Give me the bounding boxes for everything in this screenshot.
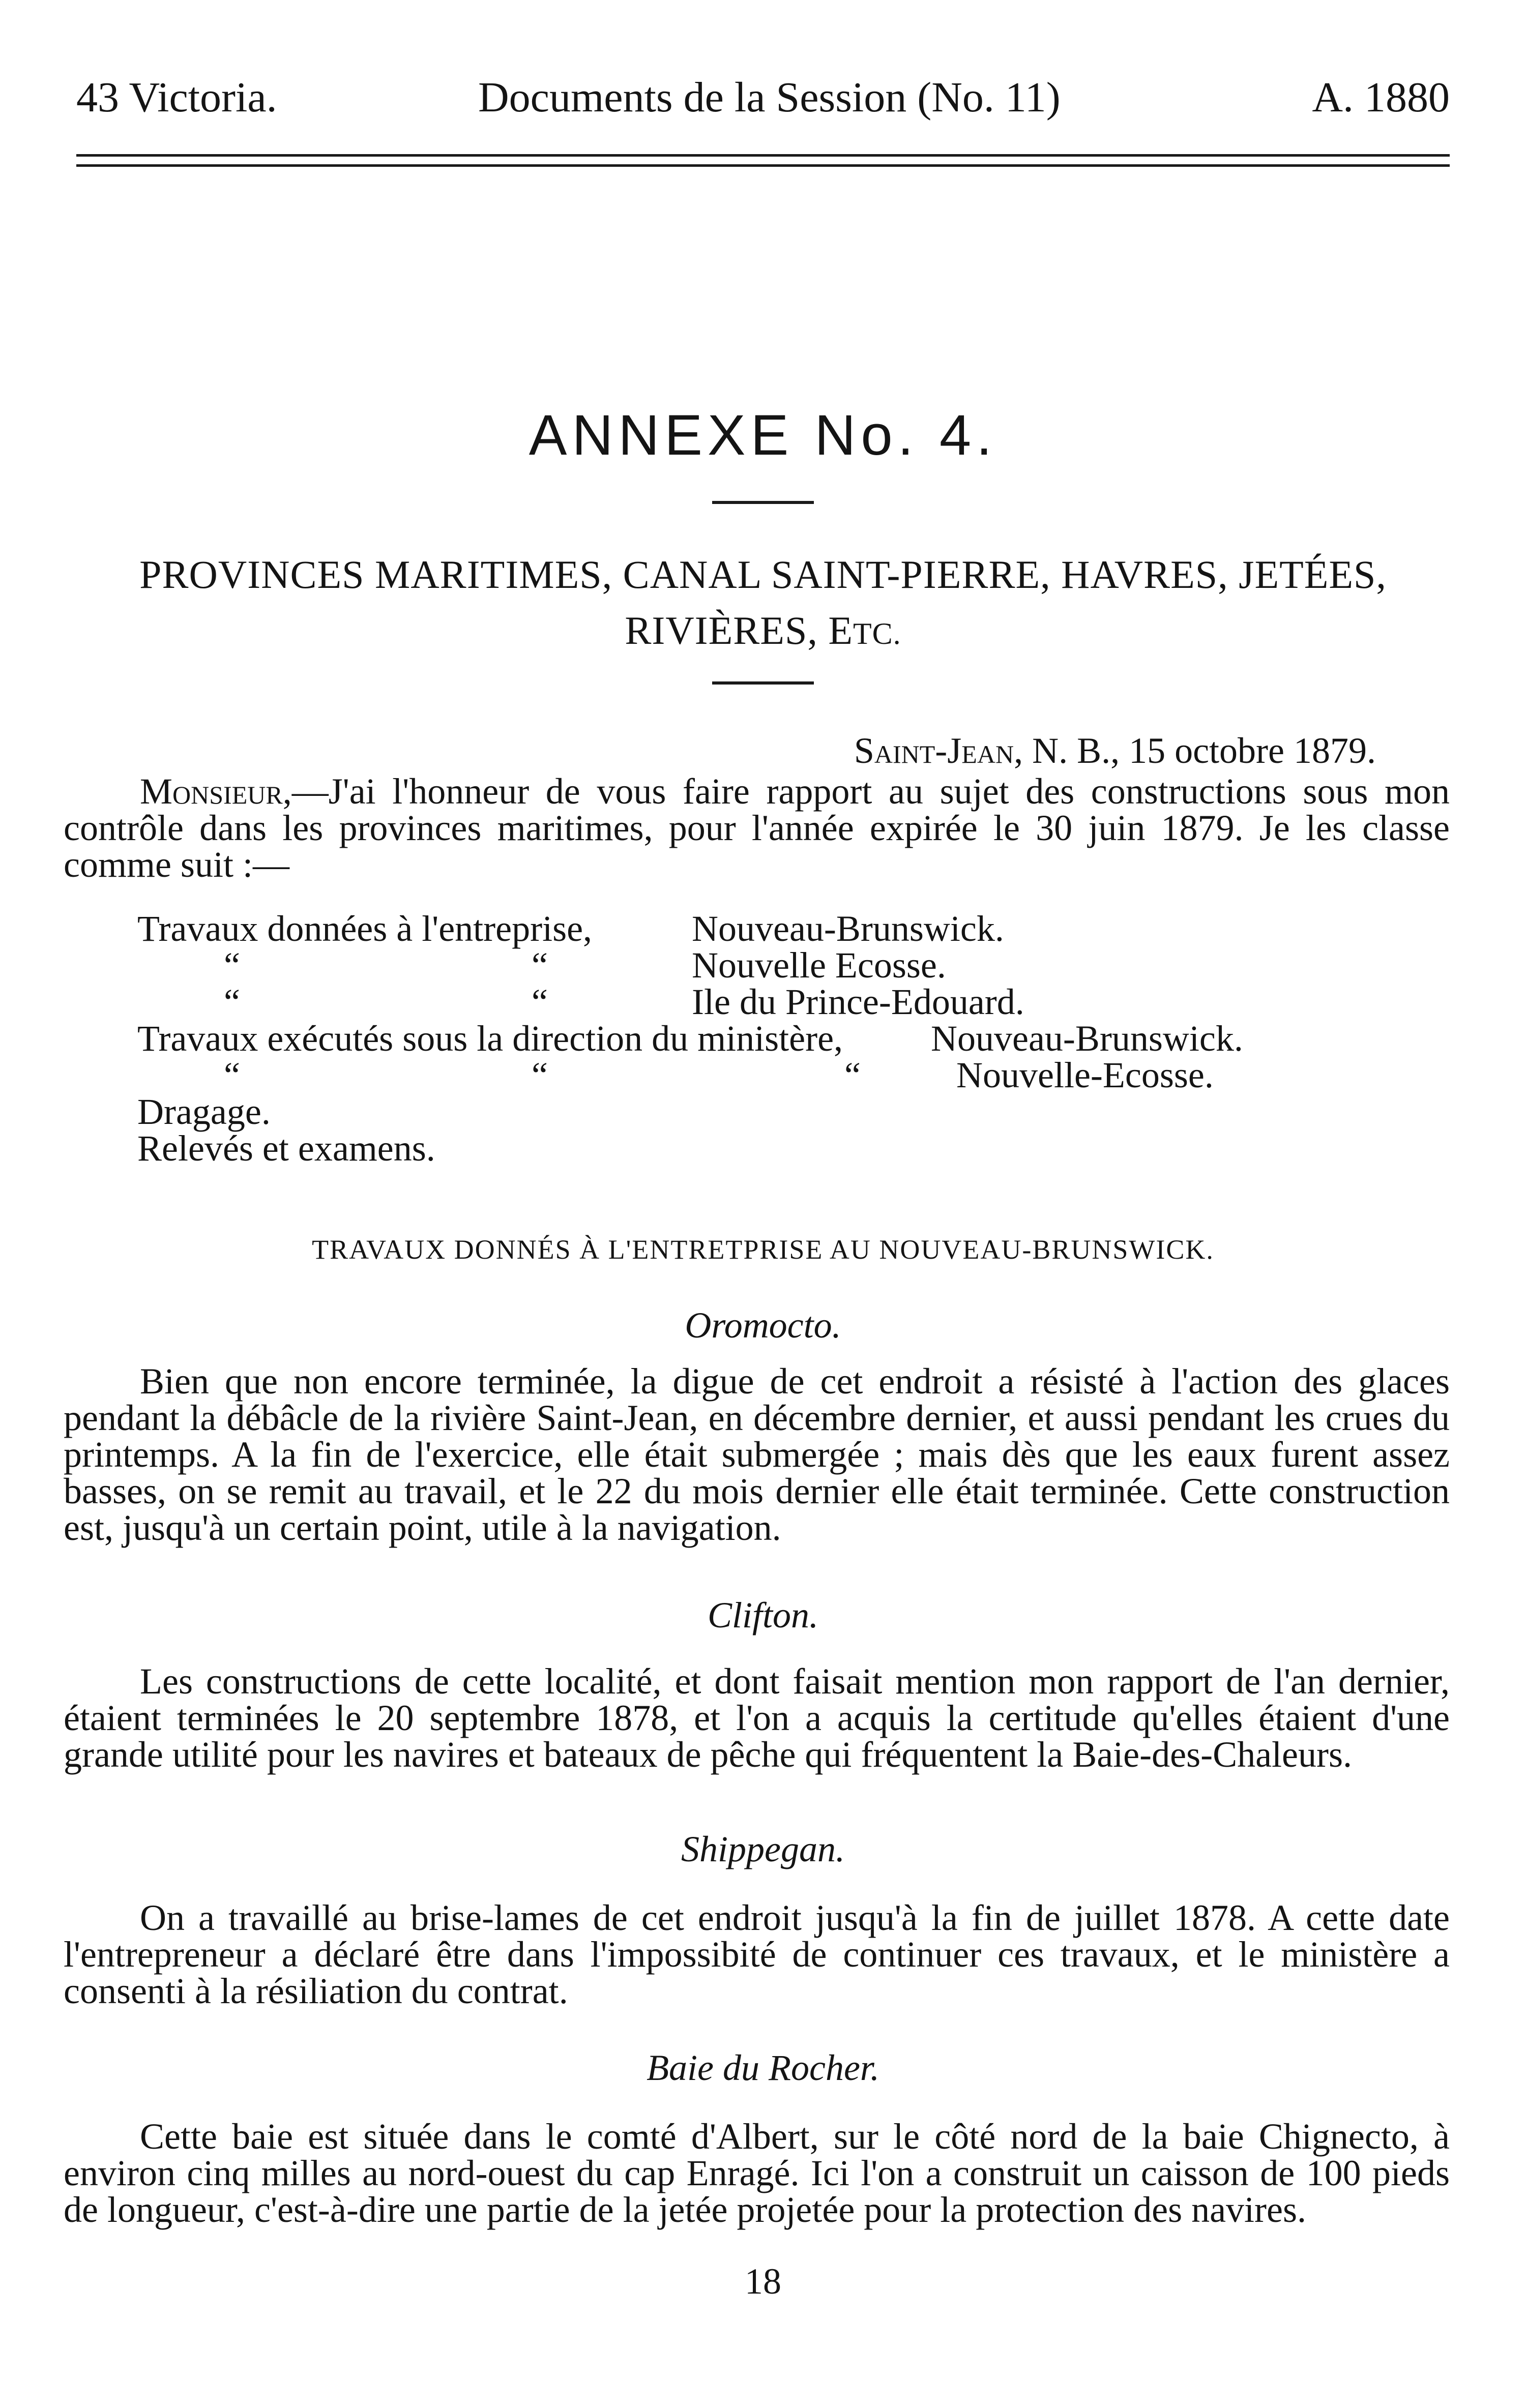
list-item-label: Dragage. (137, 1091, 271, 1132)
list-item-province: Nouvelle-Ecosse. (956, 1055, 1214, 1095)
list-item-province: Nouveau-Brunswick. (931, 1018, 1243, 1059)
dateline-rest: , N. B., 15 octobre 1879. (1014, 730, 1376, 771)
list-item-province: Nouveau-Brunswick. (692, 908, 1004, 949)
dateline (854, 732, 1376, 769)
section-paragraph: Bien que non encore terminée, la digue de cet endroit a résisté à l'action des glaces pendant la débâcle de la rivière Saint-Jean, en décembre dernier, et aussi pendant les crues du printemps. A la fin de l'exercice, elle était submergée ; mais dès que les eaux furent assez basses, on se remit au travail, et le 22 du mois dernier elle était terminée. Cette construction est, jusqu'à un certain point, utile à la navigation. (64, 1361, 1450, 1548)
main-title-line2-smallcaps: TC. (853, 617, 901, 650)
place-heading: Shippegan. (681, 1829, 845, 1869)
main-title-line1: PROVINCES MARITIMES, CANAL SAINT-PIERRE, HAVRES, JETÉES, (139, 552, 1387, 597)
ditto-mark: “ (224, 982, 240, 1022)
salutation: Monsieur, (140, 771, 292, 812)
place-heading: Baie du Rocher. (647, 2047, 879, 2088)
ditto-mark: “ (844, 1055, 861, 1095)
dateline-place: Saint-Jean (854, 730, 1014, 771)
list-item-province: Ile du Prince-Edouard. (692, 982, 1024, 1022)
section-paragraph: Cette baie est située dans le comté d'Albert, sur le côté nord de la baie Chignecto, à environ cinq milles au nord-ouest du cap Enragé. Ici l'on a construit un caisson de 100 pieds de longueur, c'est-à-dire une partie de la jetée projetée pour la protection des navires. (64, 2116, 1450, 2230)
header-rule-top (76, 154, 1450, 157)
title-separator-top (712, 501, 814, 504)
place-heading: Oromocto. (685, 1305, 841, 1346)
list-item-label: Relevés et examens. (137, 1128, 435, 1169)
list-item-label: Travaux données à l'entreprise, (137, 908, 593, 949)
running-header-left: 43 Victoria. (76, 74, 277, 121)
page-number: 18 (745, 2261, 781, 2302)
intro-paragraph (64, 773, 1450, 883)
list-item-label: Travaux exécutés sous la direction du ministère, (137, 1018, 843, 1059)
ditto-mark: “ (532, 1055, 548, 1095)
title-separator-bottom (712, 681, 814, 685)
place-heading: Clifton. (707, 1595, 819, 1636)
ditto-mark: “ (532, 945, 548, 986)
section-heading: TRAVAUX DONNÉS À L'ENTRETPRISE AU NOUVEAU-BRUNSWICK. (312, 1234, 1214, 1265)
section-paragraph: Les constructions de cette localité, et dont faisait mention mon rapport de l'an dernier, étaient terminées le 20 septembre 1878, et l'on a acquis la certitude qu'elles étaient d'une grande utilité pour les navires et bateaux de pêche qui fréquentent la Baie-des-Chaleurs. (64, 1661, 1450, 1775)
header-rule-bottom (76, 164, 1450, 167)
intro-text: —J'ai l'honneur de vous faire rapport au sujet des constructions sous mon contrôle dans les provinces maritimes, pour l'année expirée le 30 juin 1879. Je les classe comme suit :— (64, 771, 1450, 885)
main-title-line2-text: RIVIÈRES, E (625, 608, 853, 652)
main-title (76, 547, 1450, 662)
section-paragraph: On a travaillé au brise-lames de cet endroit jusqu'à la fin de juillet 1878. A cette date l'entrepreneur a déclaré être dans l'impossibité de continuer ces travaux, et le ministère a consenti à la résiliation du contrat. (64, 1897, 1450, 2011)
main-title-line2 (76, 603, 1450, 662)
ditto-mark: “ (224, 1055, 240, 1095)
list-item-province: Nouvelle Ecosse. (692, 945, 946, 986)
annexe-title: ANNEXE No. 4. (529, 403, 997, 467)
ditto-mark: “ (532, 982, 548, 1022)
running-header-center: Documents de la Session (No. 11) (478, 74, 1061, 121)
running-header-right: A. 1880 (1312, 74, 1450, 121)
ditto-mark: “ (224, 945, 240, 986)
